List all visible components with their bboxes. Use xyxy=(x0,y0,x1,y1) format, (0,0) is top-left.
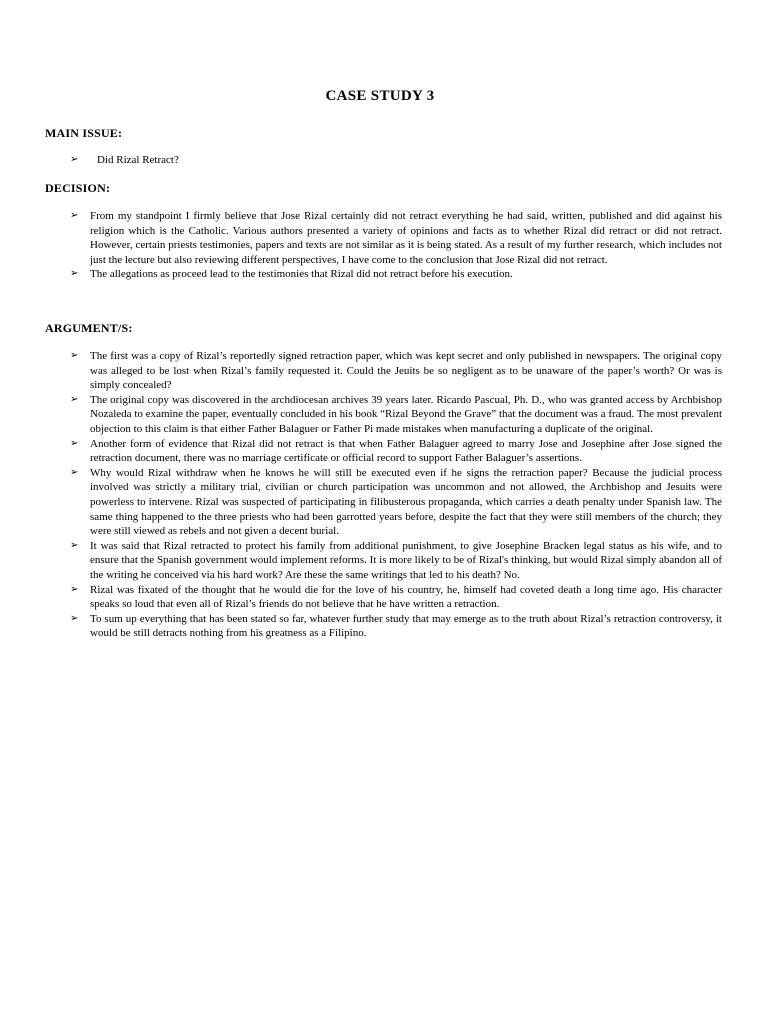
list-item-text: To sum up everything that has been stated so far, whatever further study that may emerge as to the truth about Rizal’s retraction controversy, it would be still detracts nothing from his greatness as a Filipino. xyxy=(90,612,722,640)
list-item xyxy=(70,393,722,437)
arrow-bullet-icon: ➢ xyxy=(70,437,79,449)
arrow-bullet-icon: ➢ xyxy=(70,350,79,361)
list-item xyxy=(70,349,722,393)
list-item xyxy=(70,583,722,612)
decision-heading: DECISION: xyxy=(45,181,111,195)
list-item xyxy=(70,437,722,466)
list-item-text: The allegations as proceed lead to the testimonies that Rizal did not retract before his execution. xyxy=(90,268,513,281)
list-item xyxy=(70,209,722,267)
list-item-text: Rizal was fixated of the thought that he would die for the love of his country, he, himself had coveted death a long time ago. His character speaks so loud that even all of Rizal’s friends do not believe that he have written a retraction. xyxy=(90,583,722,611)
list-item xyxy=(70,153,722,168)
list-item-text: From my standpoint I firmly believe that Jose Rizal certainly did not retract everything he had said, written, published and did against his religion which is the Catholic. Various authors presented a variety of opinions and facts as to whether Rizal did retract or did not retract. However, certain priests testimonies, papers and texts are not similar as it is being stated. As a result of my further research, which includes not just the lecture but also reviewing different perspectives, I have come to the conclusion that Jose Rizal did not retract. xyxy=(90,210,722,266)
arguments-heading: ARGUMENT/S: xyxy=(45,321,133,335)
list-item xyxy=(70,267,722,282)
main-issue-heading: MAIN ISSUE: xyxy=(45,126,123,140)
list-item-text: The first was a copy of Rizal’s reportedly signed retraction paper, which was kept secret and only published in newspapers. The original copy was alleged to be lost when Rizal’s family requested it. Could the Jeuits be so negligent as to be unaware of the paper’s worth? Or was is simply concealed? xyxy=(90,350,722,392)
arrow-bullet-icon: ➢ xyxy=(70,466,79,478)
list-item xyxy=(70,466,722,539)
page-title: CASE STUDY 3 xyxy=(325,88,435,104)
arrow-bullet-icon: ➢ xyxy=(70,539,79,551)
list-item-text: Another form of evidence that Rizal did not retract is that when Father Balaguer agreed to marry Jose and Josephine after Jose signed the retraction document, there was no marriage certificate or official record to support Father Balaguer’s assertions. xyxy=(90,437,722,465)
arrow-bullet-icon: ➢ xyxy=(70,210,79,221)
arrow-bullet-icon: ➢ xyxy=(70,583,79,595)
list-item xyxy=(70,612,722,641)
arguments-list xyxy=(70,349,722,641)
list-item-text: Did Rizal Retract? xyxy=(97,154,179,166)
list-item-text: Why would Rizal withdraw when he knows he will still be executed even if he signs the retraction paper? Because the judicial process involved was strictly a military trial, civilian or church participation was uncommon and not allowed, the Archbishop and Jesuits were powerless to intervene. Rizal was suspected of participating in filibusterous propaganda, which carries a death penalty under Spanish law. The same thing happened to the three priests who had been garrotted years before, despite the fact that they were still members of the church; they were still viewed as rebels and not given a decent burial. xyxy=(90,466,722,538)
arrow-bullet-icon: ➢ xyxy=(70,154,79,165)
arrow-bullet-icon: ➢ xyxy=(70,393,79,405)
list-item xyxy=(70,539,722,583)
decision-list xyxy=(70,209,722,282)
list-item-text: It was said that Rizal retracted to protect his family from additional punishment, to give Josephine Bracken legal status as his wife, and to ensure that the Spanish government would implement reforms. It is more likely to be of Rizal's thinking, but would Rizal simply abandon all of the writing he conceived via his hard work? Are these the same writings that led to his death? No. xyxy=(90,539,722,581)
arrow-bullet-icon: ➢ xyxy=(70,268,79,280)
main-issue-list xyxy=(70,153,722,168)
list-item-text: The original copy was discovered in the archdiocesan archives 39 years later. Ricardo Pascual, Ph. D., who was granted access by Archbishop Nozaleda to examine the paper, eventually concluded in his book “Rizal Beyond the Grave” that the document was a fraud. The most prevalent objection to this claim is that either Father Balaguer or Father Pi made mistakes when manufacturing a duplicate of the original. xyxy=(90,393,722,435)
arrow-bullet-icon: ➢ xyxy=(70,612,79,624)
